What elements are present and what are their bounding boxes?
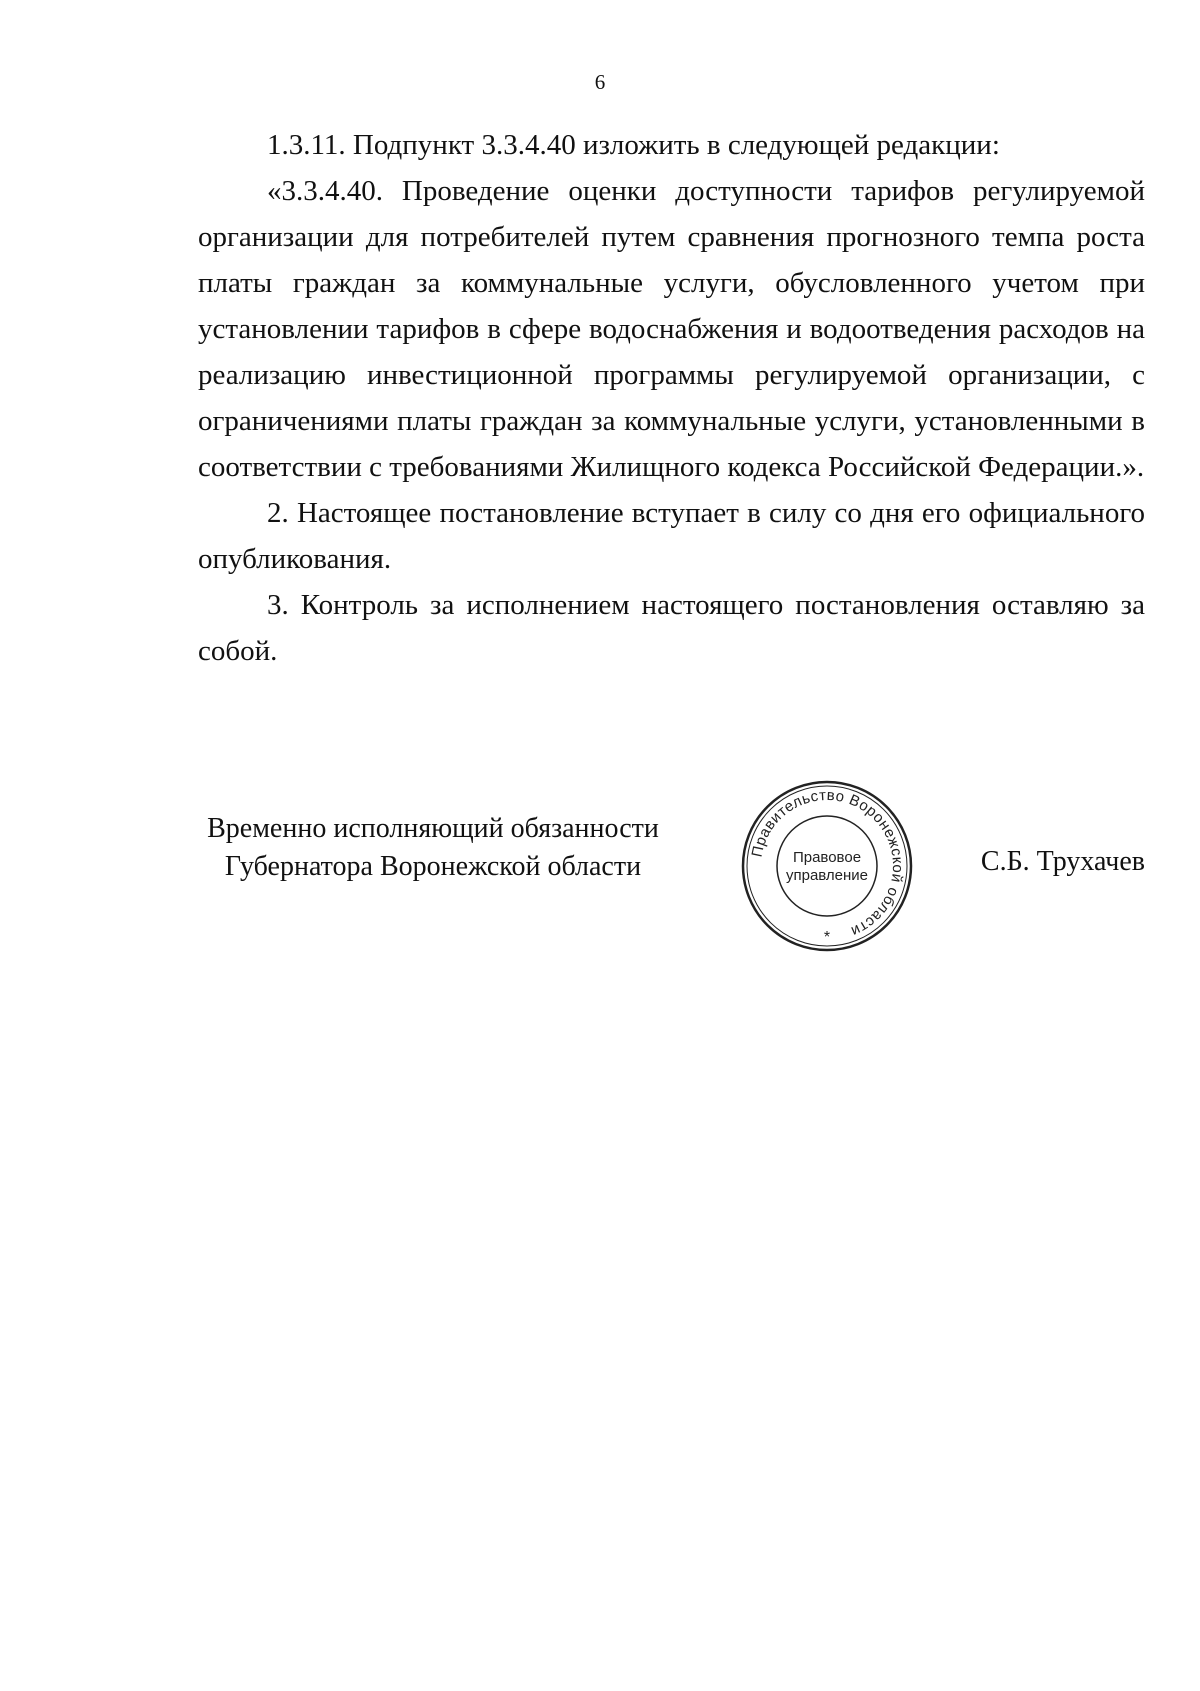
paragraph-3-3-4-40: «3.3.4.40. Проведение оценки доступности тарифов регулируемой организации для потребителей путем сравнения прогнозного темпа роста платы граждан за коммунальные услуги, обусловленного учетом при установлении тарифов в сфере водоснабжения и водоотведения расходов на реализацию инвестиционной программы регулируемой организации, с ограничениями платы граждан за коммунальные услуги, установленными в соответствии с требованиями Жилищного кодекса Российской Федерации.». <box>198 175 1145 483</box>
signatory-name: С.Б. Трухачев <box>980 846 1145 877</box>
official-seal <box>737 776 917 956</box>
seal-center-line-2: управление <box>785 867 869 884</box>
paragraph-2: 2. Настоящее постановление вступает в силу со дня его официального опубликования. <box>198 497 1145 575</box>
paragraph-1-3-11: 1.3.11. Подпункт 3.3.4.40 изложить в следующей редакции: <box>267 129 1000 161</box>
page-number: 6 <box>594 70 606 94</box>
signatory-title-line-1: Временно исполняющий обязанности <box>207 813 659 844</box>
signature-block <box>198 776 1145 956</box>
paragraph-3: 3. Контроль за исполнением настоящего постановления оставляю за собой. <box>198 589 1145 667</box>
seal-star-mark: * <box>823 929 831 946</box>
seal-center-line-1: Правовое <box>792 849 862 866</box>
signatory-title-line-2: Губернатора Воронежской области <box>224 851 642 882</box>
document-body <box>198 122 1145 674</box>
seal-ring-text: Правительство Воронежской области <box>748 786 907 940</box>
signatory-title <box>198 810 668 886</box>
